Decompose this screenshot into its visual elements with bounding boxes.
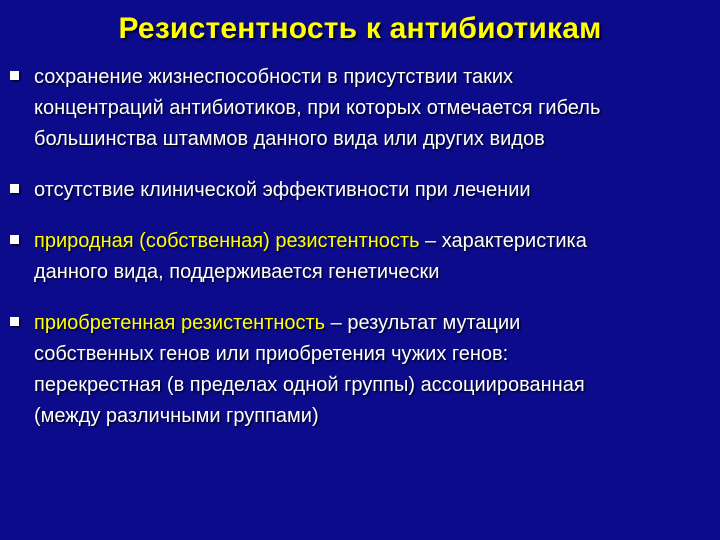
highlighted-term: природная (собственная) резистентность bbox=[34, 230, 420, 252]
highlighted-term: приобретенная резистентность bbox=[34, 312, 326, 334]
bullet-square-icon bbox=[10, 184, 19, 193]
bullet-item bbox=[10, 226, 700, 288]
bullet-text-line bbox=[34, 308, 700, 339]
bullet-text-line: большинства штаммов данного вида или других видов bbox=[34, 128, 545, 150]
term-definition: – характеристика bbox=[419, 230, 587, 252]
bullet-text-line bbox=[34, 226, 700, 257]
term-definition: – результат мутации bbox=[325, 312, 521, 334]
bullet-text-line: (между различными группами) bbox=[34, 405, 319, 427]
bullet-square-icon bbox=[10, 71, 19, 80]
bullet-item bbox=[10, 308, 700, 432]
bullet-text-line: концентраций антибиотиков, при которых отмечается гибель bbox=[34, 97, 601, 119]
bullet-square-icon bbox=[10, 235, 19, 244]
bullet-item bbox=[10, 175, 700, 206]
bullet-text-line: данного вида, поддерживается генетически bbox=[34, 261, 440, 283]
bullet-square-icon bbox=[10, 317, 19, 326]
bullet-text-line: отсутствие клинической эффективности при лечении bbox=[34, 179, 531, 201]
bullet-text-line: собственных генов или приобретения чужих генов: bbox=[34, 343, 509, 365]
bullet-text-line: сохранение жизнеспособности в присутствии таких bbox=[34, 66, 514, 88]
bullet-text-line: перекрестная (в пределах одной группы) ассоциированная bbox=[34, 374, 585, 396]
bullet-list bbox=[10, 62, 700, 452]
slide-title: Резистентность к антибиотикам bbox=[118, 12, 602, 45]
bullet-item bbox=[10, 62, 700, 155]
